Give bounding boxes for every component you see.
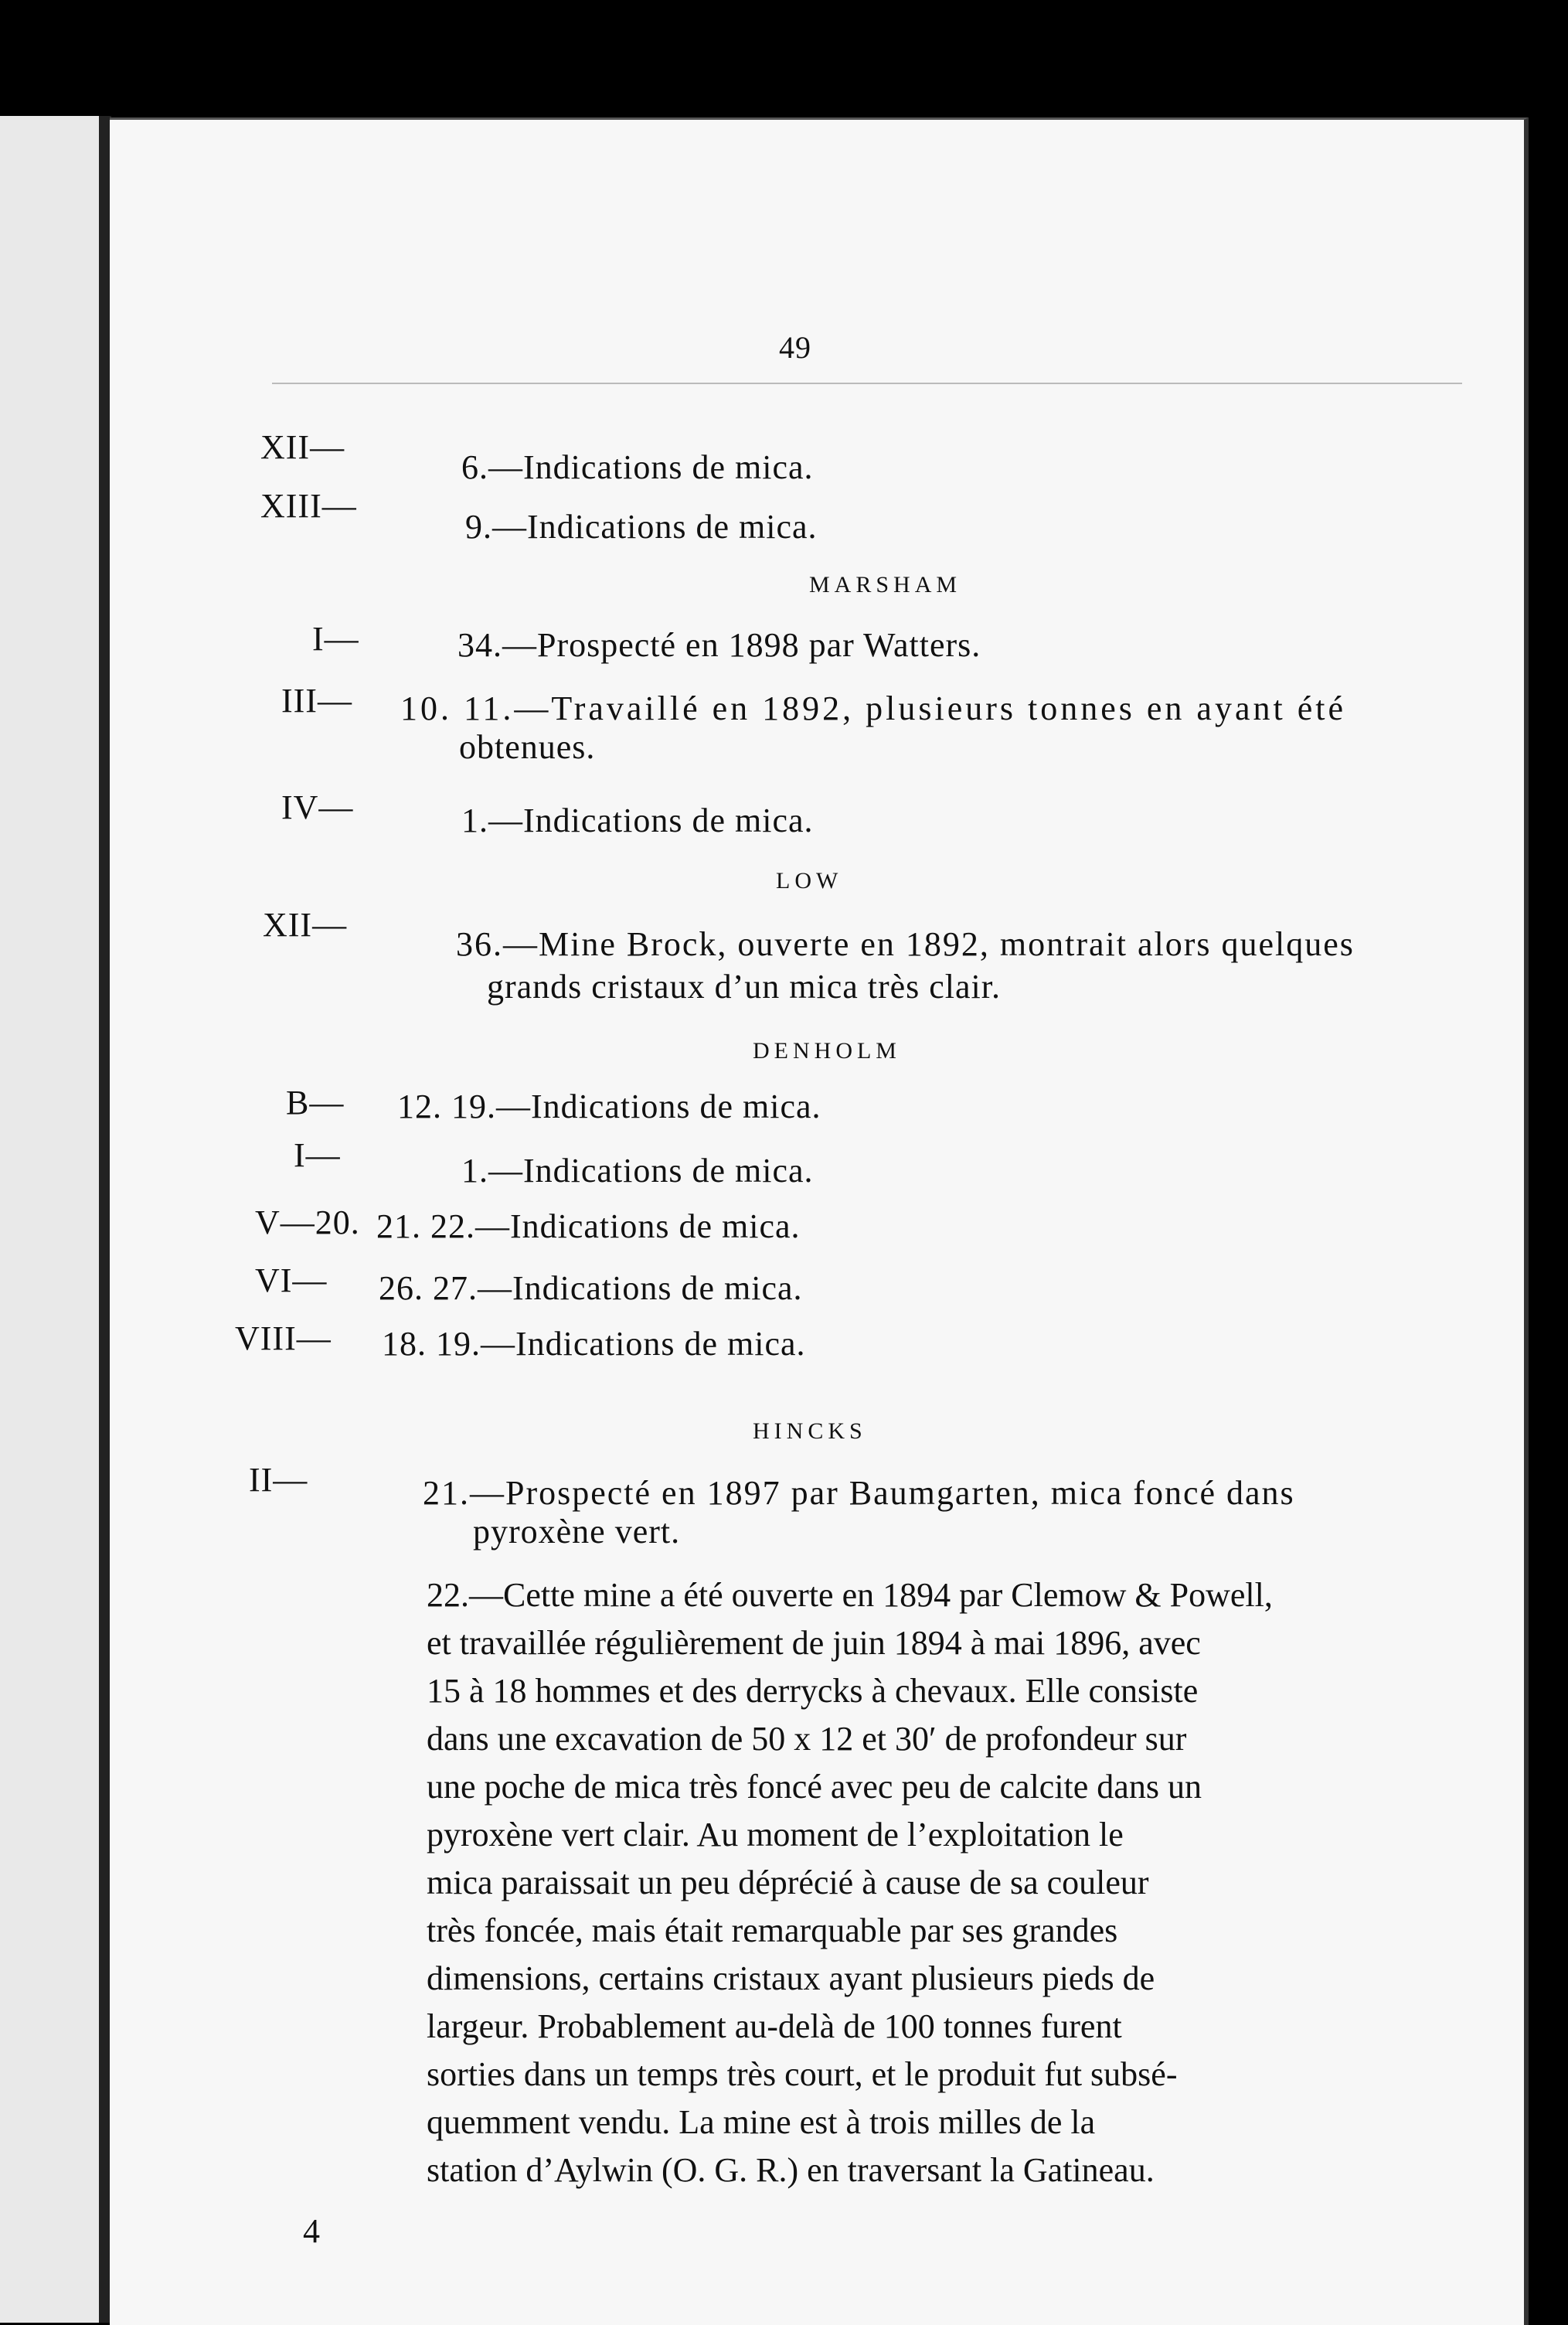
entry-text: 10. 11.—Travaillé en 1892, plusieurs tonnes en ayant été <box>400 689 1346 727</box>
entry-range: B— <box>286 1084 345 1122</box>
entry-text: 1.—Indications de mica. <box>461 1152 814 1190</box>
entry-text: 1.—Indications de mica. <box>461 802 814 839</box>
entry-range: III— <box>281 682 352 720</box>
entry-range: V—20. <box>255 1203 360 1241</box>
entry-text: 21.—Prospecté en 1897 par Baumgarten, mica foncé dans <box>423 1474 1295 1512</box>
entry-range: I— <box>294 1136 341 1174</box>
document-page <box>110 117 1529 2325</box>
entry-text: 6.—Indications de mica. <box>461 448 814 486</box>
entry-text: 34.—Prospecté en 1898 par Watters. <box>457 626 981 664</box>
left-page-strip <box>0 116 99 2323</box>
entry-text-continued: pyroxène vert. <box>473 1513 681 1551</box>
entry-range: XII— <box>260 428 345 466</box>
entry-range: XII— <box>263 906 348 944</box>
paragraph-line: et travaillée régulièrement de juin 1894 à mai 1896, avec <box>427 1624 1201 1662</box>
entry-range: IV— <box>281 788 354 826</box>
paragraph-line: quemment vendu. La mine est à trois milles de la <box>427 2103 1096 2141</box>
header-rule <box>272 383 1462 384</box>
signature-mark: 4 <box>303 2212 321 2250</box>
entry-text: 9.—Indications de mica. <box>465 508 818 546</box>
paragraph-line: mica paraissait un peu déprécié à cause de sa couleur <box>427 1864 1149 1901</box>
entry-text: 26. 27.—Indications de mica. <box>379 1269 803 1307</box>
paragraph-line: largeur. Probablement au-delà de 100 tonnes furent <box>427 2007 1122 2045</box>
entry-text: 36.—Mine Brock, ouverte en 1892, montrait alors quelques <box>456 925 1355 963</box>
paragraph-line: station d’Aylwin (O. G. R.) en traversant la Gatineau. <box>427 2151 1155 2189</box>
mine-description-paragraph <box>427 1571 1423 2194</box>
entry-text-continued: obtenues. <box>459 728 596 766</box>
entry-range: VIII— <box>235 1319 332 1357</box>
entry-text: 18. 19.—Indications de mica. <box>382 1325 806 1363</box>
paragraph-line: 22.—Cette mine a été ouverte en 1894 par Clemow & Powell, <box>427 1576 1273 1614</box>
paragraph-line: sorties dans un temps très court, et le produit fut subsé- <box>427 2055 1178 2093</box>
entry-range: I— <box>312 620 359 658</box>
paragraph-line: 15 à 18 hommes et des derrycks à chevaux. Elle consiste <box>427 1672 1199 1710</box>
paragraph-line: pyroxène vert clair. Au moment de l’exploitation le <box>427 1816 1124 1854</box>
paragraph-line: dimensions, certains cristaux ayant plusieurs pieds de <box>427 1959 1155 1997</box>
section-heading-marsham: MARSHAM <box>809 572 962 597</box>
paragraph-line: très foncée, mais était remarquable par ses grandes <box>427 1911 1118 1949</box>
entry-text: 21. 22.—Indications de mica. <box>376 1207 801 1245</box>
entry-range: II— <box>249 1461 308 1499</box>
entry-range: XIII— <box>260 487 357 525</box>
section-heading-denholm: DENHOLM <box>753 1038 901 1064</box>
section-heading-low: LOW <box>776 868 843 894</box>
paragraph-line: une poche de mica très foncé avec peu de calcite dans un <box>427 1768 1202 1806</box>
page-number: 49 <box>779 330 811 365</box>
paragraph-line: dans une excavation de 50 x 12 et 30′ de profondeur sur <box>427 1720 1187 1758</box>
entry-text-continued: grands cristaux d’un mica très clair. <box>487 968 1002 1006</box>
section-heading-hincks: HINCKS <box>753 1418 867 1444</box>
entry-text: 12. 19.—Indications de mica. <box>397 1088 821 1125</box>
entry-range: VI— <box>255 1261 328 1299</box>
